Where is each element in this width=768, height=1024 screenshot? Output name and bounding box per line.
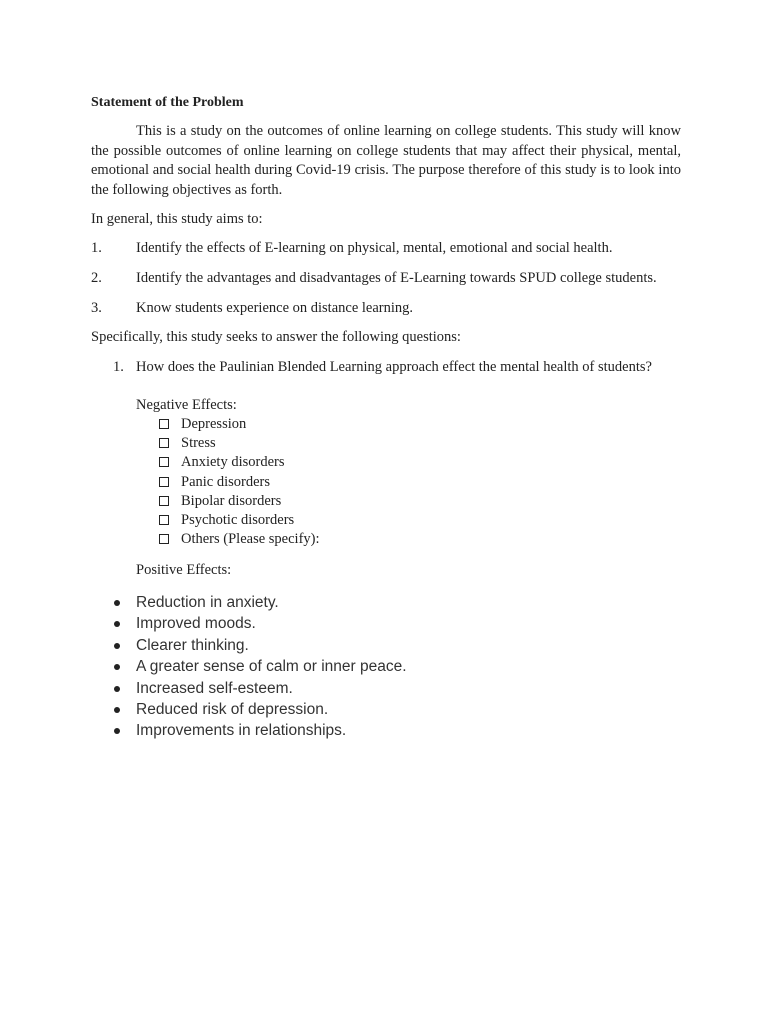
checkbox-icon[interactable] xyxy=(159,534,169,544)
objective-number: 2. xyxy=(91,270,102,286)
bullet-icon xyxy=(114,600,120,606)
bullet-icon xyxy=(114,621,120,627)
general-intro: In general, this study aims to: xyxy=(91,211,263,227)
negative-effects-label: Negative Effects: xyxy=(136,397,237,413)
bullet-icon xyxy=(114,664,120,670)
checkbox-icon[interactable] xyxy=(159,438,169,448)
objective-text: Know students experience on distance learning. xyxy=(136,300,414,316)
checkbox-icon[interactable] xyxy=(159,419,169,429)
checklist-label: Panic disorders xyxy=(181,473,270,490)
objective-text: Identify the advantages and disadvantages of E-Learning towards SPUD college students. xyxy=(136,270,657,286)
positive-effects-label: Positive Effects: xyxy=(136,562,232,578)
checklist-label: Depression xyxy=(181,416,247,432)
list-item-text: Reduction in anxiety. xyxy=(136,594,279,611)
checkbox-icon[interactable] xyxy=(159,515,169,525)
bullet-icon xyxy=(114,686,120,692)
objective-number: 1. xyxy=(91,240,102,256)
list-item-text: Improved moods. xyxy=(136,615,256,633)
list-item-text: Improvements in relationships. xyxy=(136,722,347,740)
page-title: Statement of the Problem xyxy=(91,95,244,110)
checklist-label: Others (Please specify): xyxy=(181,531,320,548)
checkbox-icon[interactable] xyxy=(159,477,169,487)
specific-intro: Specifically, this study seeks to answer the following questions: xyxy=(91,329,461,345)
objective-number: 3. xyxy=(91,300,102,316)
bullet-icon xyxy=(114,643,120,649)
list-item-text: Increased self-esteem. xyxy=(136,679,293,697)
checklist-label: Anxiety disorders xyxy=(181,454,285,471)
bullet-icon xyxy=(114,728,120,734)
checkbox-icon[interactable] xyxy=(159,496,169,506)
list-item-text: Reduced risk of depression. xyxy=(136,700,329,718)
intro-paragraph: This is a study on the outcomes of online learning on college students. This study will know the possible outcomes of online learning on college students that may affect their physical, mental, emotional and social health during Covid-19 crisis. The purpose therefore of this study is to look into the following objectives as forth. xyxy=(91,123,681,198)
objective-text: Identify the effects of E-learning on physical, mental, emotional and social health. xyxy=(136,240,613,256)
list-item-text: A greater sense of calm or inner peace. xyxy=(136,658,407,676)
question-text: How does the Paulinian Blended Learning approach effect the mental health of students? xyxy=(136,359,652,375)
bullet-icon xyxy=(114,707,120,713)
checklist-label: Stress xyxy=(181,435,216,452)
checklist-label: Psychotic disorders xyxy=(181,511,295,528)
checklist-label: Bipolar disorders xyxy=(181,492,282,509)
list-item-text: Clearer thinking. xyxy=(136,636,249,654)
checkbox-icon[interactable] xyxy=(159,457,169,467)
question-number: 1. xyxy=(113,359,124,375)
